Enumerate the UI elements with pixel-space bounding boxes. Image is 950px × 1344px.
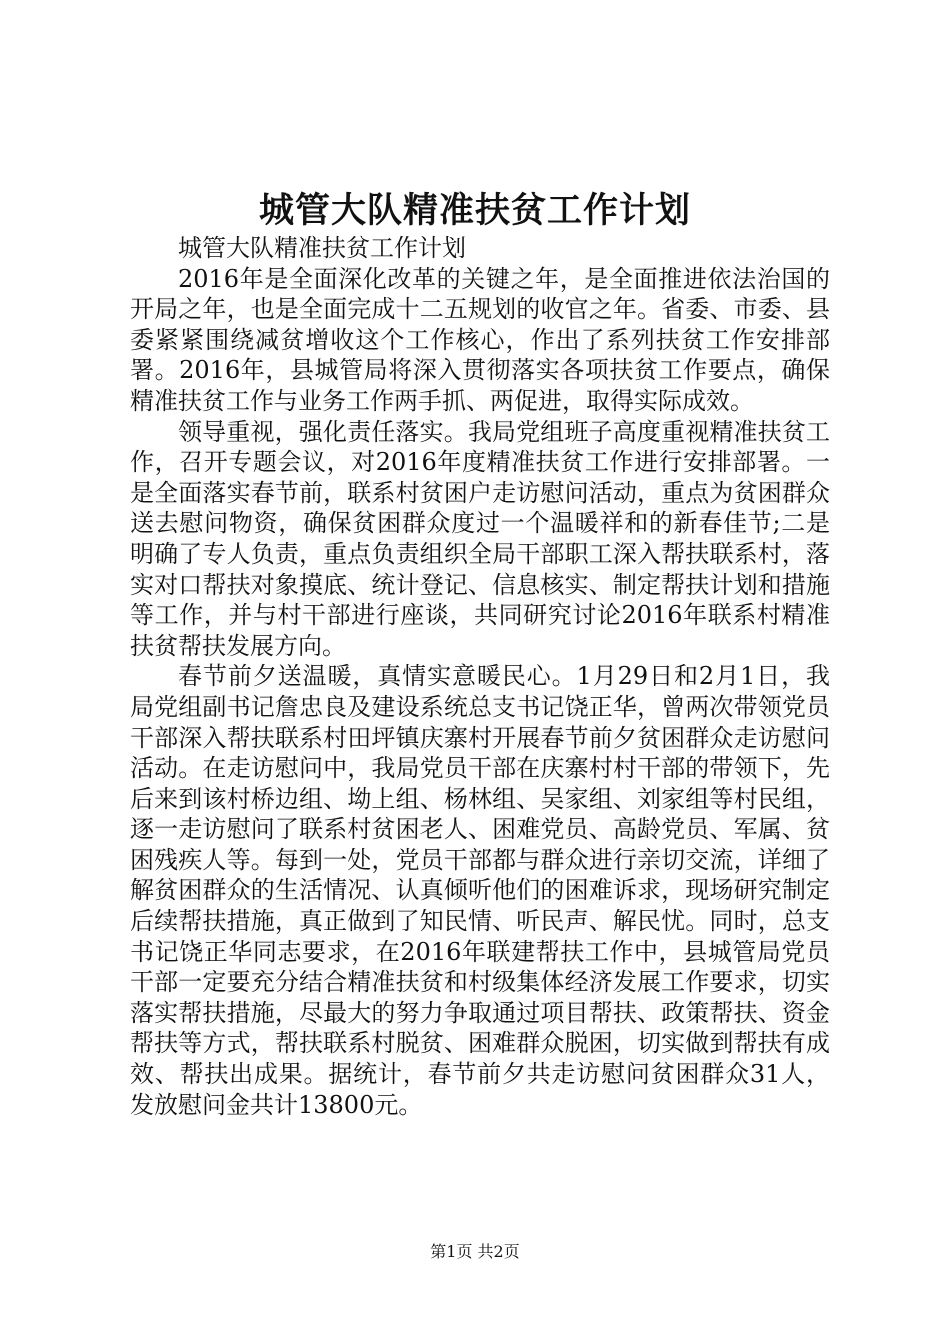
- paragraph-subtitle: 城管大队精准扶贫工作计划: [178, 234, 466, 262]
- page-footer: 第1页 共2页: [430, 1242, 520, 1261]
- paragraph-leadership: 领导重视，强化责任落实。我局党组班子高度重视精准扶贫工作，召开专题会议，对2016年度精准扶贫工作进行安排部署。一是全面落实春节前，联系村贫困户走访慰问活动，重点为贫困群众送去慰问物资，确保贫困群众度过一个温暖祥和的新春佳节;二是明确了专人负责，重点负责组织全局干部职工深入帮扶联系村，落实对口帮扶对象摸底、统计登记、信息核实、制定帮扶计划和措施等工作，并与村干部进行座谈，共同研究讨论2016年联系村精准扶贫帮扶发展方向。: [130, 417, 830, 660]
- document-body: [130, 233, 830, 1120]
- paragraph-intro: 2016年是全面深化改革的关键之年，是全面推进依法治国的开局之年，也是全面完成十二五规划的收官之年。省委、市委、县委紧紧围绕减贫增收这个工作核心，作出了系列扶贫工作安排部署。2016年，县城管局将深入贯彻落实各项扶贫工作要点，确保精准扶贫工作与业务工作两手抓、两促进，取得实际成效。: [130, 264, 830, 415]
- paragraph-spring-festival: 春节前夕送温暖，真情实意暖民心。1月29日和2月1日，我局党组副书记詹忠良及建设系统总支书记饶正华，曾两次带领党员干部深入帮扶联系村田坪镇庆寨村开展春节前夕贫困群众走访慰问活动。在走访慰问中，我局党员干部在庆寨村村干部的带领下，先后来到该村桥边组、坳上组、杨林组、吴家组、刘家组等村民组，逐一走访慰问了联系村贫困老人、困难党员、高龄党员、军属、贫困残疾人等。每到一处，党员干部都与群众进行亲切交流，详细了解贫困群众的生活情况、认真倾听他们的困难诉求，现场研究制定后续帮扶措施，真正做到了知民情、听民声、解民忧。同时，总支书记饶正华同志要求，在2016年联建帮扶工作中，县城管局党员干部一定要充分结合精准扶贫和村级集体经济发展工作要求，切实落实帮扶措施，尽最大的努力争取通过项目帮扶、政策帮扶、资金帮扶等方式，帮扶联系村脱贫、困难群众脱困，切实做到帮扶有成效、帮扶出成果。据统计，春节前夕共走访慰问贫困群众31人，发放慰问金共计13800元。: [130, 662, 830, 1119]
- document-title: 城管大队精准扶贫工作计划: [258, 190, 691, 231]
